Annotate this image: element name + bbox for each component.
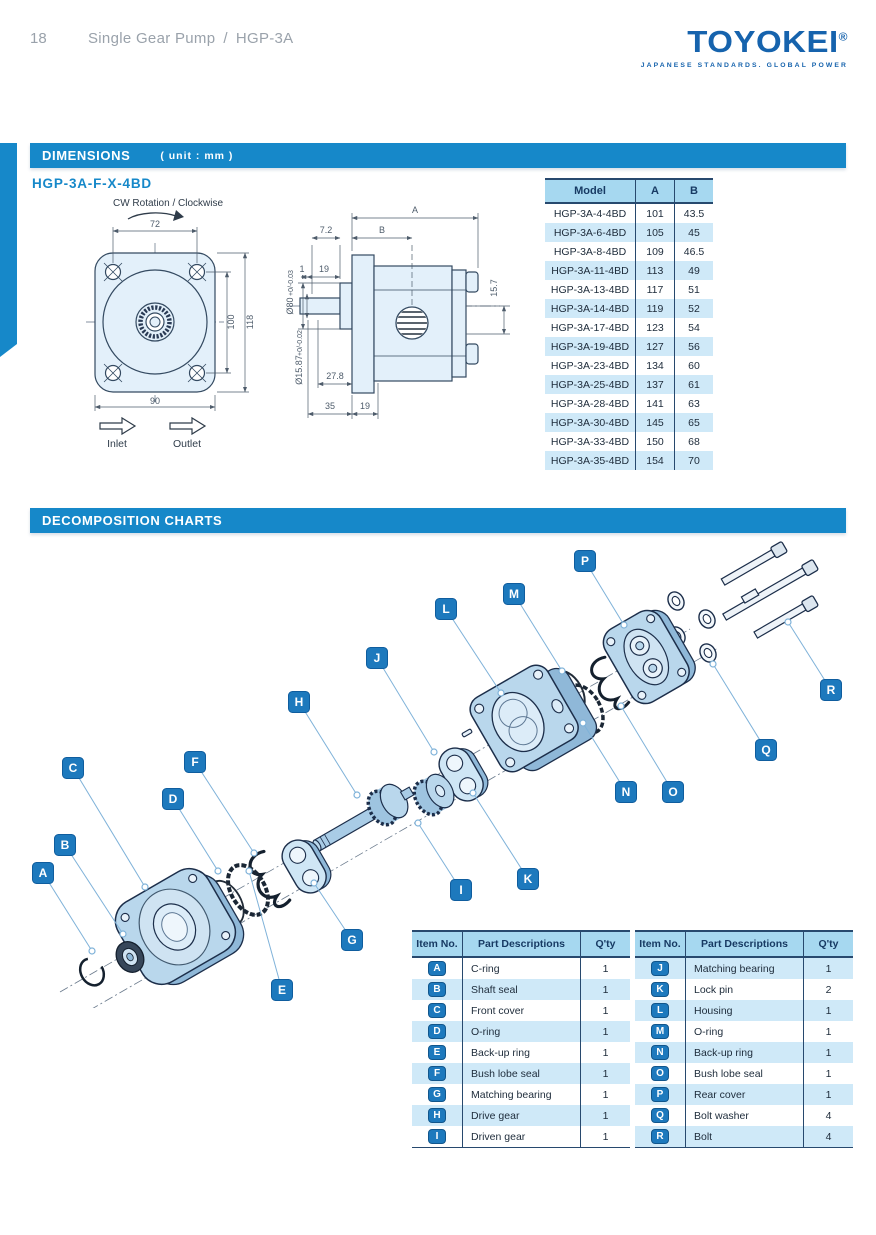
item-badge-cell [635, 1126, 685, 1147]
model-table-row [545, 299, 713, 318]
part-description: Back-up ring [462, 1042, 580, 1063]
a-cell: 134 [635, 356, 674, 375]
parts-table-header-row [635, 932, 853, 958]
b-cell: 52 [674, 299, 713, 318]
outlet-label: Outlet [172, 438, 202, 450]
parts-table-j-r [635, 930, 853, 1148]
callout-P [575, 551, 628, 629]
part-qty: 1 [803, 1042, 853, 1063]
dim-15-7: 15.7 [489, 279, 499, 297]
a-cell: 145 [635, 413, 674, 432]
page-category: Single Gear Pump [88, 30, 216, 47]
part-qty: 1 [580, 1105, 630, 1126]
page-title [88, 30, 294, 47]
svg-text:J: J [373, 651, 381, 665]
parts-table-row [412, 958, 630, 979]
model-cell: HGP-3A-25-4BD [550, 378, 630, 391]
item-badge-cell [635, 1000, 685, 1021]
svg-text:R: R [826, 683, 836, 697]
unit-note: ( unit : mm ) [160, 149, 234, 162]
item-badge-C: C [428, 1003, 446, 1018]
item-badge-cell [412, 1126, 462, 1147]
logo-wordmark: TOYOKEI® [687, 24, 848, 59]
part-description: Matching bearing [462, 1084, 580, 1105]
a-cell: 113 [635, 261, 674, 280]
part-qty: 1 [580, 958, 630, 979]
parts-table-row [635, 979, 853, 1000]
item-badge-J: J [651, 961, 669, 976]
item-badge-cell [412, 1021, 462, 1042]
item-badge-D: D [428, 1024, 446, 1039]
part-description: Bush lobe seal [462, 1063, 580, 1084]
dim-19-bottom: 19 [359, 401, 371, 411]
dia-15-87: Ø15.87 [294, 355, 304, 385]
front-cover-part [107, 858, 251, 998]
item-badge-E: E [428, 1045, 446, 1060]
part-description: Bush lobe seal [685, 1063, 803, 1084]
svg-text:D: D [168, 792, 178, 806]
model-table-row [545, 261, 713, 280]
title-separator: / [223, 30, 228, 47]
parts-table-row [412, 1105, 630, 1126]
registered-mark: ® [838, 30, 848, 44]
b-cell: 70 [674, 451, 713, 470]
parts-table-header: Q'ty [580, 932, 630, 956]
item-badge-cell [635, 1063, 685, 1084]
page-number: 18 [30, 30, 47, 47]
part-description: Housing [685, 1000, 803, 1021]
svg-text:F: F [191, 755, 199, 769]
item-badge-cell [412, 958, 462, 979]
dimensions-title: DIMENSIONS [42, 148, 131, 163]
b-cell: 54 [674, 318, 713, 337]
dia-15-87-tol: +0/-0.02 [297, 330, 304, 356]
model-cell: HGP-3A-23-4BD [550, 359, 630, 372]
part-description: Shaft seal [462, 979, 580, 1000]
dim-A: A [411, 205, 419, 215]
callout-K [470, 790, 539, 890]
svg-text:K: K [523, 872, 533, 886]
callout-B [55, 835, 127, 938]
dim-90: 90 [149, 396, 161, 406]
item-badge-L: L [651, 1003, 669, 1018]
model-cell: HGP-3A-17-4BD [550, 321, 630, 334]
a-cell: 127 [635, 337, 674, 356]
item-badge-A: A [428, 961, 446, 976]
parts-table-row [635, 958, 853, 979]
part-description: O-ring [462, 1021, 580, 1042]
model-table-row [545, 375, 713, 394]
model-table-header: Model [545, 180, 635, 202]
b-cell: 45 [674, 223, 713, 242]
model-table-row [545, 318, 713, 337]
model-cell: HGP-3A-33-4BD [550, 435, 630, 448]
model-cell: HGP-3A-30-4BD [550, 416, 630, 429]
a-cell: 109 [635, 242, 674, 261]
callout-L [436, 599, 505, 697]
callout-Q [710, 661, 777, 761]
parts-table-row [635, 1021, 853, 1042]
model-dimension-table [545, 178, 713, 470]
callout-D [163, 789, 222, 875]
svg-text:H: H [294, 695, 304, 709]
logo-tagline: JAPANESE STANDARDS. GLOBAL POWER [640, 62, 848, 69]
item-badge-cell [635, 958, 685, 979]
a-cell: 150 [635, 432, 674, 451]
b-cell: 49 [674, 261, 713, 280]
parts-table-header: Item No. [635, 932, 685, 956]
callout-R [785, 619, 842, 701]
item-badge-cell [635, 1084, 685, 1105]
b-cell: 56 [674, 337, 713, 356]
c-ring-part [75, 954, 108, 989]
svg-text:P: P [580, 554, 590, 568]
part-qty: 1 [803, 1000, 853, 1021]
svg-text:G: G [347, 933, 357, 947]
item-badge-P: P [651, 1087, 669, 1102]
item-badge-M: M [651, 1024, 669, 1039]
parts-table-row [635, 1063, 853, 1084]
svg-text:I: I [459, 883, 463, 897]
parts-table-row [412, 1042, 630, 1063]
item-badge-cell [412, 1042, 462, 1063]
model-table-header: A [635, 180, 674, 202]
parts-table-row [635, 1000, 853, 1021]
model-cell: HGP-3A-35-4BD [550, 454, 630, 467]
part-qty: 1 [580, 1126, 630, 1147]
model-cell: HGP-3A-28-4BD [550, 397, 630, 410]
part-description: Matching bearing [685, 958, 803, 979]
svg-text:O: O [668, 785, 678, 799]
a-cell: 154 [635, 451, 674, 470]
model-table-header: B [674, 180, 713, 202]
model-table-row [545, 451, 713, 470]
part-description: Bolt washer [685, 1105, 803, 1126]
a-cell: 101 [635, 204, 674, 223]
outlet-arrow-icon [170, 418, 205, 434]
a-cell: 141 [635, 394, 674, 413]
dimensions-section-header [30, 143, 846, 168]
rotation-label: CW Rotation / Clockwise [112, 198, 224, 209]
parts-table-header-row [412, 932, 630, 958]
dim-1: 1 [299, 264, 305, 274]
item-badge-cell [635, 1021, 685, 1042]
model-table-row [545, 394, 713, 413]
part-description: Drive gear [462, 1105, 580, 1126]
item-badge-cell [412, 979, 462, 1000]
dimension-drawing [30, 195, 542, 473]
drive-gear-part [305, 775, 420, 862]
decomposition-title: DECOMPOSITION CHARTS [42, 513, 223, 528]
dim-72: 72 [149, 219, 161, 229]
decomposition-section-header [30, 508, 846, 533]
item-badge-N: N [651, 1045, 669, 1060]
parts-table-row [635, 1105, 853, 1126]
svg-text:E: E [277, 983, 287, 997]
part-qty: 1 [580, 1042, 630, 1063]
part-description: Back-up ring [685, 1042, 803, 1063]
inlet-outlet-arrows [100, 418, 205, 434]
inlet-arrow-icon [100, 418, 135, 434]
parts-table-header: Part Descriptions [685, 932, 803, 956]
part-qty: 4 [803, 1105, 853, 1126]
model-cell: HGP-3A-14-4BD [550, 302, 630, 315]
item-badge-cell [635, 979, 685, 1000]
item-badge-K: K [651, 982, 669, 997]
dim-7-2: 7.2 [319, 225, 333, 235]
dim-B: B [378, 225, 386, 235]
part-description: Rear cover [685, 1084, 803, 1105]
rear-cover-part [598, 601, 701, 709]
item-badge-B: B [428, 982, 446, 997]
part-qty: 1 [803, 958, 853, 979]
item-badge-R: R [651, 1129, 669, 1144]
svg-text:N: N [621, 785, 631, 799]
parts-table-header: Part Descriptions [462, 932, 580, 956]
dia-80: Ø80 [285, 297, 295, 315]
item-badge-I: I [428, 1129, 446, 1144]
item-badge-cell [412, 1063, 462, 1084]
item-badge-cell [412, 1105, 462, 1126]
svg-text:B: B [60, 838, 70, 852]
dim-35: 35 [324, 401, 336, 411]
parts-table-header: Item No. [412, 932, 462, 956]
parts-table-row [412, 1000, 630, 1021]
svg-text:A: A [38, 866, 48, 880]
dim-118: 118 [245, 314, 255, 330]
model-table-row [545, 242, 713, 261]
model-cell: HGP-3A-8-4BD [553, 245, 627, 258]
part-description: Bolt [685, 1126, 803, 1147]
parts-table-row [635, 1042, 853, 1063]
item-badge-cell [635, 1105, 685, 1126]
page-model: HGP-3A [235, 30, 294, 47]
model-cell: HGP-3A-13-4BD [550, 283, 630, 296]
parts-table-row [635, 1126, 853, 1147]
dim-27-8: 27.8 [326, 371, 344, 381]
parts-table-row [635, 1084, 853, 1105]
item-badge-Q: Q [651, 1108, 669, 1123]
b-cell: 46.5 [674, 242, 713, 261]
a-cell: 119 [635, 299, 674, 318]
model-table-row [545, 337, 713, 356]
callout-I [415, 820, 472, 901]
model-cell: HGP-3A-19-4BD [550, 340, 630, 353]
svg-text:M: M [509, 587, 519, 601]
item-badge-G: G [428, 1087, 446, 1102]
model-table-header-row [545, 180, 713, 204]
callout-H [289, 692, 361, 799]
item-badge-cell [412, 1084, 462, 1105]
part-qty: 1 [580, 1063, 630, 1084]
parts-table-row [412, 1084, 630, 1105]
part-description: Front cover [462, 1000, 580, 1021]
a-cell: 117 [635, 280, 674, 299]
parts-table-row [412, 1021, 630, 1042]
callout-G [311, 880, 363, 951]
model-table-row [545, 413, 713, 432]
b-cell: 61 [674, 375, 713, 394]
dim-19-top: 19 [318, 264, 330, 274]
svg-text:L: L [442, 602, 450, 616]
item-badge-O: O [651, 1066, 669, 1081]
front-view [86, 243, 224, 402]
part-description: Driven gear [462, 1126, 580, 1147]
dia-80-tol: +0/-0.03 [288, 270, 295, 296]
model-table-row [545, 432, 713, 451]
part-description: Lock pin [685, 979, 803, 1000]
part-description: O-ring [685, 1021, 803, 1042]
model-table-row [545, 280, 713, 299]
part-qty: 1 [580, 1021, 630, 1042]
model-table-row [545, 356, 713, 375]
model-cell: HGP-3A-4-4BD [553, 207, 627, 220]
part-qty: 1 [803, 1084, 853, 1105]
svg-text:Q: Q [761, 743, 771, 757]
parts-table-row [412, 1063, 630, 1084]
callout-J [367, 648, 438, 756]
side-view [290, 255, 500, 393]
part-qty: 1 [803, 1063, 853, 1084]
callout-E [246, 868, 293, 1001]
model-table-row [545, 204, 713, 223]
part-qty: 1 [580, 979, 630, 1000]
model-cell: HGP-3A-11-4BD [551, 264, 629, 277]
parts-table-row [412, 979, 630, 1000]
b-cell: 60 [674, 356, 713, 375]
a-cell: 105 [635, 223, 674, 242]
part-description: C-ring [462, 958, 580, 979]
housing-part [465, 652, 602, 785]
part-qty: 4 [803, 1126, 853, 1147]
b-cell: 65 [674, 413, 713, 432]
item-badge-cell [635, 1042, 685, 1063]
parts-table-a-i [412, 930, 630, 1148]
parts-table-row [412, 1126, 630, 1147]
model-cell: HGP-3A-6-4BD [553, 226, 627, 239]
model-code-heading: HGP-3A-F-X-4BD [32, 176, 152, 191]
brand-logo [641, 26, 848, 69]
part-qty: 1 [580, 1000, 630, 1021]
callout-F [185, 752, 258, 857]
parts-table-header: Q'ty [803, 932, 853, 956]
model-table-row [545, 223, 713, 242]
svg-text:C: C [68, 761, 78, 775]
callout-N [580, 720, 637, 803]
part-qty: 2 [803, 979, 853, 1000]
b-cell: 43.5 [674, 204, 713, 223]
item-badge-cell [412, 1000, 462, 1021]
callout-M [504, 584, 566, 675]
b-cell: 51 [674, 280, 713, 299]
page-edge-tab [0, 143, 17, 357]
callout-C [60, 758, 149, 891]
b-cell: 68 [674, 432, 713, 451]
a-cell: 137 [635, 375, 674, 394]
inlet-label: Inlet [107, 438, 127, 450]
dim-100: 100 [226, 314, 236, 330]
item-badge-F: F [428, 1066, 446, 1081]
part-qty: 1 [580, 1084, 630, 1105]
bolt-parts [720, 541, 818, 640]
item-badge-H: H [428, 1108, 446, 1123]
a-cell: 123 [635, 318, 674, 337]
part-qty: 1 [803, 1021, 853, 1042]
b-cell: 63 [674, 394, 713, 413]
